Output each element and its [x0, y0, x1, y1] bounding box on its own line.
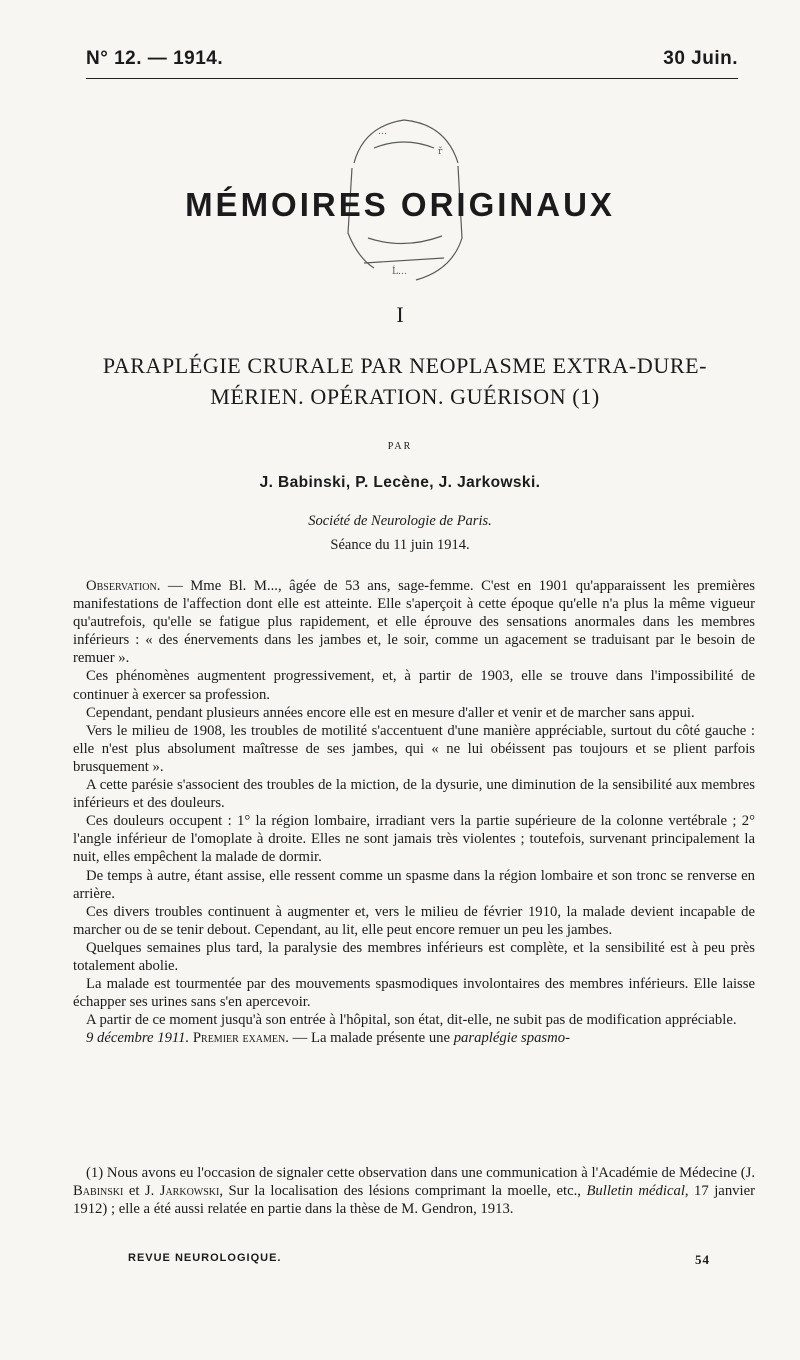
article-number: I — [396, 302, 404, 327]
article-authors: J. Babinski, P. Lecène, J. Jarkowski. — [259, 474, 541, 491]
header-rule — [86, 78, 738, 79]
article-title: PARAPLÉGIE CRURALE PAR NEOPLASME EXTRA-DURE-MÉRIEN. OPÉRATION. GUÉRISON (1) — [102, 353, 708, 409]
footnote-text: , 17 janvier 1912) ; elle a été aussi relatée en partie dans la thèse de M. Gendron, 1913. — [73, 1183, 755, 1218]
paragraph — [73, 577, 755, 667]
issue-date: 30 Juin. — [663, 48, 738, 69]
footnote-mark: (1) — [86, 1165, 104, 1181]
author-name: Babinski — [73, 1183, 124, 1200]
session-date: Séance du 11 juin 1914. — [330, 537, 470, 553]
footnote-text: et J. — [123, 1183, 160, 1200]
paragraph: Ces phénomènes augmentent progressivement, et, à partir de 1903, elle se trouve dans l'impossibilité de continuer à exercer sa profession. — [73, 668, 755, 703]
svg-text:Ĺ…: Ĺ… — [392, 267, 407, 277]
article-body — [73, 577, 755, 1047]
paragraph: Quelques semaines plus tard, la paralysie des membres inférieurs est complète, et la sensibilité est à peu près totalement abolie. — [73, 939, 755, 974]
paragraph: La malade est tourmentée par des mouvements spasmodiques involontaires des membres inférieurs. Elle laisse échapper ses urines sans s'en apercevoir. — [73, 976, 755, 1011]
svg-text:ř: ř — [438, 147, 443, 157]
running-head — [86, 48, 738, 70]
issue-number: N° 12. — 1914. — [86, 48, 224, 69]
exam-date: 9 décembre 1911. — [86, 1030, 190, 1047]
paragraph: Vers le milieu de 1908, les troubles de motilité s'accentuent d'une manière appréciable, surtout du côté gauche : elle n'est plus absolument maîtresse de ses jambes, qui « ne lui obéissent pas toujours et se plient parfois brusquement ». — [73, 722, 755, 775]
paragraph: Cependant, pendant plusieurs années encore elle est en mesure d'aller et venir et de marcher sans appui. — [86, 704, 695, 721]
page-number: 54 — [695, 1252, 710, 1267]
footnote — [73, 1164, 755, 1218]
paragraph: Ces douleurs occupent : 1° la région lombaire, irradiant vers la partie supérieure de la colonne vertébrale ; 2° l'angle inférieur de l'omoplate à droite. Elles ne sont jamais très violentes ; toutefois, survenant principalement la nuit, elles empêchent la malade de dormir. — [73, 813, 755, 866]
section-title: MÉMOIRES ORIGINAUX — [185, 186, 615, 223]
by-line-label: PAR — [387, 441, 413, 452]
paragraph-text: — Mme Bl. M..., âgée de 53 ans, sage-femme. C'est en 1901 qu'apparaissent les premières manifestations de l'affection dont elle est atteinte. Elle s'aperçoit à cette époque qu'elle n'a plus la même vigueur qu'autrefois, qu'elle se fatigue plus rapidement, et elle éprouve des sensations anormales dans les membres inférieurs : « des énervements dans les jambes et, le soir, comme un agacement se traduisant par le besoin de remuer ». — [73, 578, 755, 667]
paragraph — [73, 1029, 755, 1047]
page-footer — [128, 1252, 710, 1268]
observation-label: Observation. — [86, 578, 161, 594]
paragraph-text: — La malade présente une — [288, 1030, 454, 1047]
svg-text:…: … — [378, 127, 387, 137]
exam-label: Premier examen. — [189, 1030, 289, 1047]
diagnosis-text: paraplégie spasmo- — [453, 1030, 570, 1047]
paragraph: Ces divers troubles continuent à augmenter et, vers le milieu de février 1910, la malade devient incapable de marcher ou de se tenir debout. Cependant, au lit, elle peut encore remuer un peu les jambes. — [73, 903, 755, 938]
paragraph: De temps à autre, étant assise, elle ressent comme un spasme dans la région lombaire et son tronc se renverse en arrière. — [73, 867, 755, 902]
author-name: Jarkowski — [159, 1183, 220, 1200]
paragraph: A cette parésie s'associent des troubles de la miction, de la dysurie, une diminution de la sensibilité aux membres inférieurs et des douleurs. — [73, 777, 755, 812]
paragraph: A partir de ce moment jusqu'à son entrée à l'hôpital, son état, dit-elle, ne subit pas de modification appréciable. — [86, 1012, 737, 1029]
journal-name: Bulletin médical — [586, 1183, 685, 1200]
footnote-text: , Sur la localisation des lésions comprimant la moelle, etc., — [219, 1183, 587, 1200]
journal-title: REVUE NEUROLOGIQUE. — [128, 1252, 282, 1264]
society-name: Société de Neurologie de Paris. — [308, 513, 492, 529]
footnote-text: Nous avons eu l'occasion de signaler cette observation dans une communication à l'Académie de Médecine (J. — [103, 1165, 755, 1181]
